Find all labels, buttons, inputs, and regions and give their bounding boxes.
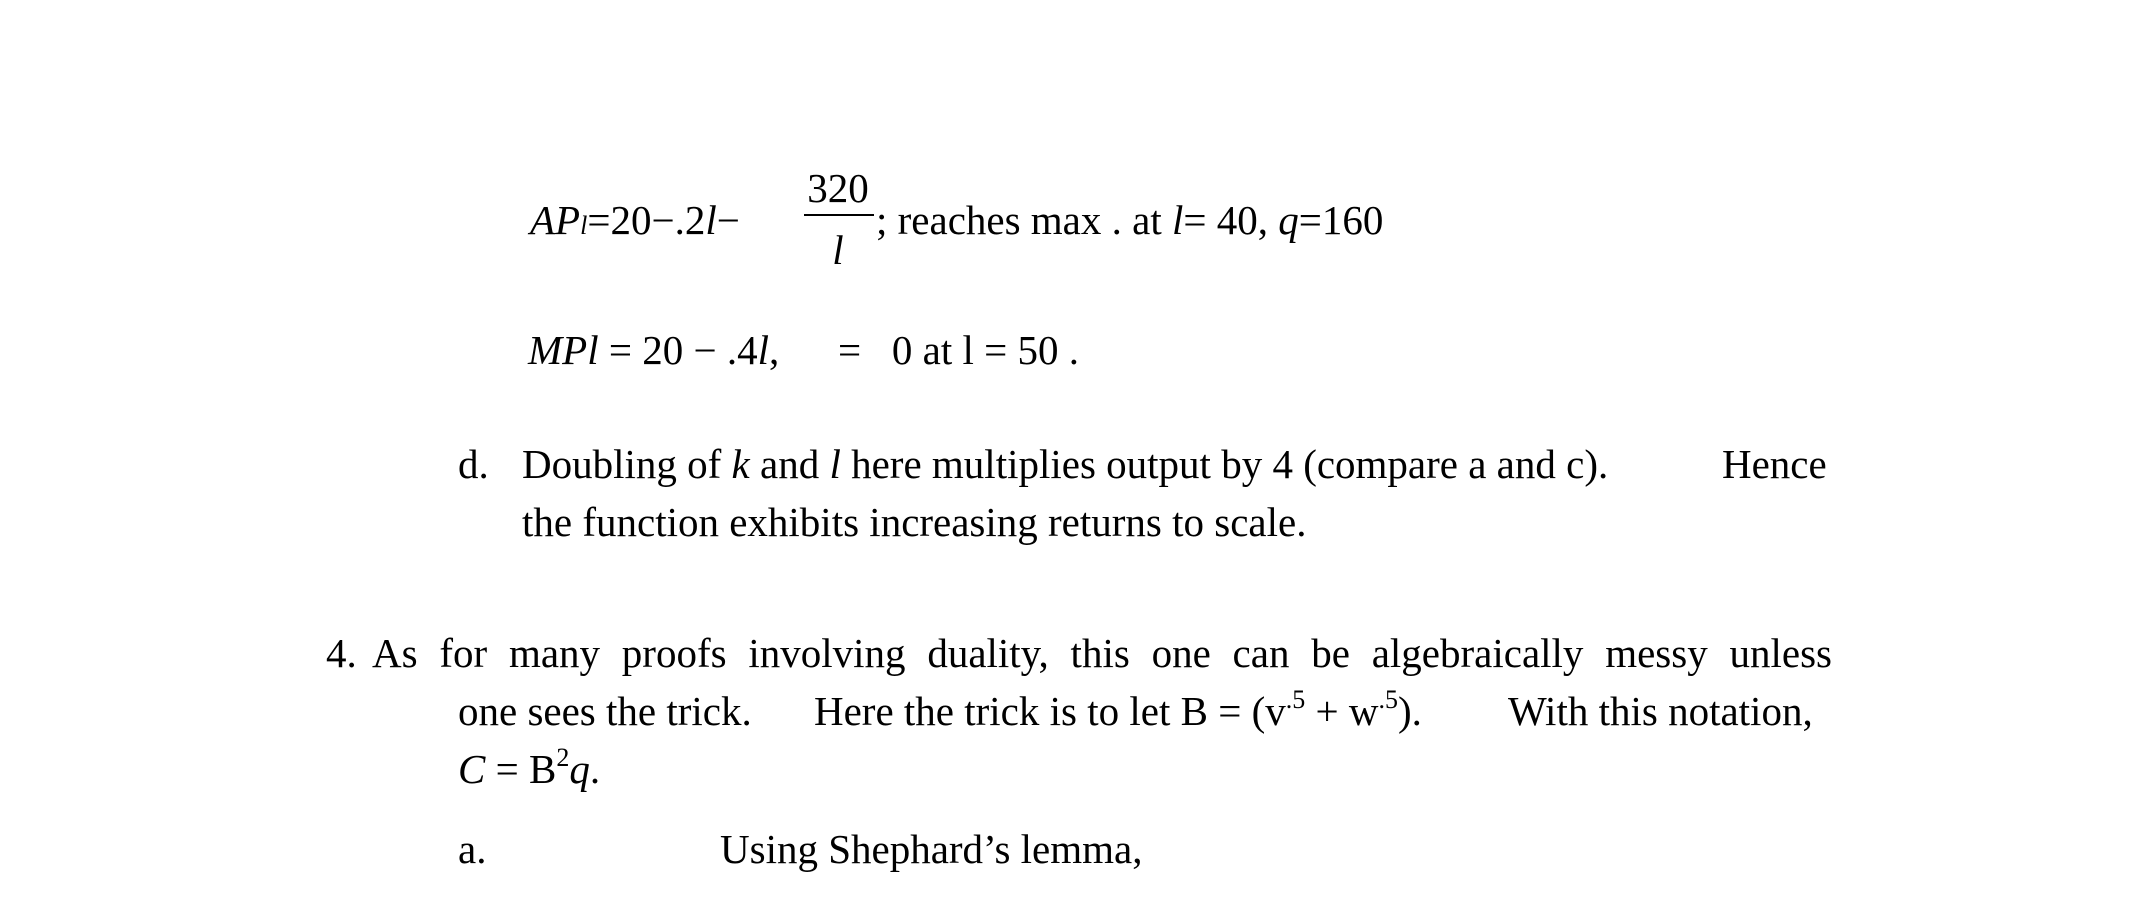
ap-const: 20	[610, 197, 652, 243]
item-d-line1: Doubling of k and l here multiplies output by 4 (compare a and c).	[522, 441, 1609, 487]
ap-fraction-bar	[804, 214, 874, 216]
ap-equation	[530, 196, 740, 250]
ap-tail-text: ; reaches max . at	[876, 197, 1172, 243]
item-d-marker: d.	[458, 441, 489, 487]
mp-rhs-text: = 20 − .4	[598, 327, 758, 373]
item-4-marker: 4.	[326, 630, 357, 676]
mp-rhs-var: l	[757, 327, 769, 373]
ap-tail-var2: q	[1278, 197, 1299, 243]
ap-minus1: −	[651, 197, 675, 243]
mp-lhs: MPl	[528, 327, 599, 373]
item-4-line2-e: With this notation,	[1508, 688, 1813, 734]
mp-rhs-comma: ,	[769, 327, 780, 373]
ap-eq: =	[587, 197, 611, 243]
item-d-line1-tail: Hence	[1722, 441, 1827, 487]
item-4-line2-a: one sees the trick.	[458, 688, 752, 734]
ap-lhs-sub: l	[580, 211, 588, 240]
item-4-line3: $C = B^2q$.	[458, 743, 601, 792]
item-a-text: Using Shephard’s lemma,	[720, 826, 1143, 872]
ap-var: l	[705, 197, 717, 243]
ap-tail-var1: l	[1171, 197, 1184, 243]
ap-tail-eq1: = 40,	[1183, 197, 1279, 243]
ap-minus2: −	[716, 197, 740, 243]
ap-fraction-numerator: 320	[807, 165, 869, 211]
mp-equation	[528, 326, 779, 374]
mp-zero: = 0 at l = 50 .	[838, 327, 1079, 373]
ap-fraction-denominator: l	[832, 227, 844, 273]
item-4-line1: As for many proofs involving duality, this one can be algebraically messy unless	[372, 630, 1832, 676]
ap-lhs-main: AP	[530, 197, 581, 243]
item-a-marker: a.	[458, 826, 487, 872]
item-4-line2-b: Here the trick is to let $B = (v^{.5} + w^{.5})$.	[814, 685, 1422, 734]
ap-tail	[876, 196, 1383, 244]
ap-tail-eq2: =160	[1298, 197, 1384, 243]
ap-term: .2	[674, 197, 706, 243]
item-d-line2: the function exhibits increasing returns to scale.	[522, 499, 1307, 545]
